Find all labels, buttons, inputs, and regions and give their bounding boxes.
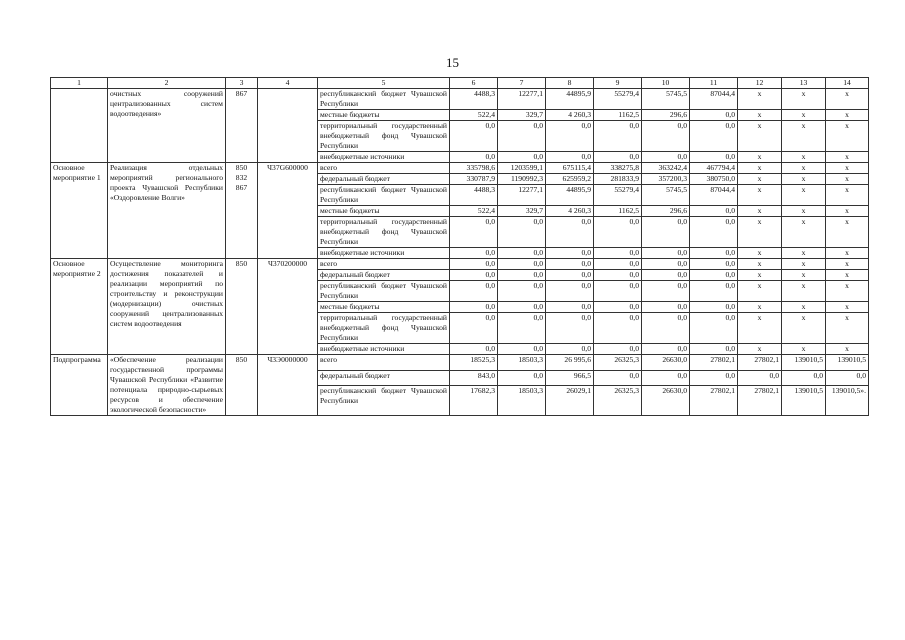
value-cell: 18503,3: [498, 355, 546, 371]
value-cell: 522,4: [450, 110, 498, 121]
funding-source-cell: республиканский бюджет Чувашской Республики: [318, 281, 450, 302]
value-cell: x: [782, 152, 826, 163]
value-cell: x: [826, 206, 869, 217]
value-cell: x: [826, 185, 869, 206]
header-cell: 10: [642, 78, 690, 89]
value-cell: 0,0: [546, 281, 594, 302]
value-cell: x: [826, 152, 869, 163]
status-cell: Подпрограмма: [51, 355, 108, 416]
value-cell: 0,0: [594, 217, 642, 248]
value-cell: x: [738, 110, 782, 121]
value-cell: 0,0: [782, 370, 826, 386]
value-cell: x: [826, 248, 869, 259]
value-cell: x: [738, 259, 782, 270]
funding-source-cell: федеральный бюджет: [318, 370, 450, 386]
value-cell: 0,0: [498, 344, 546, 355]
value-cell: 26630,0: [642, 386, 690, 416]
value-cell: x: [782, 270, 826, 281]
value-cell: x: [782, 281, 826, 302]
value-cell: 0,0: [690, 281, 738, 302]
value-cell: 0,0: [594, 248, 642, 259]
value-cell: 26325,3: [594, 386, 642, 416]
header-cell: 14: [826, 78, 869, 89]
value-cell: x: [826, 344, 869, 355]
funding-source-cell: местные бюджеты: [318, 206, 450, 217]
value-cell: 0,0: [690, 248, 738, 259]
value-cell: 0,0: [642, 302, 690, 313]
value-cell: 26630,0: [642, 355, 690, 371]
value-cell: 5745,5: [642, 89, 690, 110]
value-cell: 0,0: [594, 259, 642, 270]
header-cell: 13: [782, 78, 826, 89]
value-cell: 5745,5: [642, 185, 690, 206]
value-cell: 335798,6: [450, 163, 498, 174]
value-cell: 0,0: [642, 270, 690, 281]
value-cell: 0,0: [642, 370, 690, 386]
value-cell: 0,0: [498, 270, 546, 281]
measure-name-cell: очистных сооружений централизованных систем водоотведения»: [108, 89, 226, 163]
funding-source-cell: внебюджетные источники: [318, 152, 450, 163]
csr-code-cell: Ч370200000: [258, 259, 318, 355]
grbs-code: 867: [235, 89, 248, 98]
value-cell: x: [738, 185, 782, 206]
measure-name-cell: Реализация отдельных мероприятий регионального проекта Чувашской Республики «Оздоровление Волги»: [108, 163, 226, 259]
value-cell: 0,0: [450, 302, 498, 313]
value-cell: 0,0: [546, 302, 594, 313]
value-cell: 26029,1: [546, 386, 594, 416]
funding-source-cell: внебюджетные источники: [318, 344, 450, 355]
value-cell: 0,0: [450, 313, 498, 344]
value-cell: 26 995,6: [546, 355, 594, 371]
value-cell: 12277,1: [498, 185, 546, 206]
value-cell: 0,0: [690, 344, 738, 355]
value-cell: 0,0: [642, 152, 690, 163]
value-cell: x: [782, 163, 826, 174]
value-cell: 329,7: [498, 206, 546, 217]
value-cell: 0,0: [594, 370, 642, 386]
table-row: [51, 89, 869, 110]
value-cell: x: [826, 259, 869, 270]
value-cell: 0,0: [498, 248, 546, 259]
value-cell: 4 260,3: [546, 206, 594, 217]
value-cell: 380750,0: [690, 174, 738, 185]
value-cell: 27802,1: [738, 355, 782, 371]
value-cell: 0,0: [642, 248, 690, 259]
value-cell: 0,0: [594, 344, 642, 355]
value-cell: 0,0: [642, 281, 690, 302]
value-cell: x: [782, 110, 826, 121]
value-cell: 17682,3: [450, 386, 498, 416]
value-cell: x: [826, 174, 869, 185]
funding-source-cell: федеральный бюджет: [318, 270, 450, 281]
header-row: [51, 78, 869, 89]
value-cell: 139010,5: [782, 355, 826, 371]
value-cell: x: [782, 89, 826, 110]
value-cell: 0,0: [450, 259, 498, 270]
value-cell: 44895,9: [546, 185, 594, 206]
grbs-code-cell: [226, 163, 258, 259]
table-row: [51, 163, 869, 174]
value-cell: x: [782, 302, 826, 313]
header-cell: 11: [690, 78, 738, 89]
value-cell: 0,0: [546, 121, 594, 152]
value-cell: x: [738, 344, 782, 355]
header-cell: 6: [450, 78, 498, 89]
value-cell: 338275,8: [594, 163, 642, 174]
value-cell: 0,0: [642, 217, 690, 248]
grbs-code: 850: [235, 355, 248, 364]
measure-name-cell: «Обеспечение реализации государственной программы Чувашской Республики «Развитие потенциала природно-сырьевых ресурсов и обеспечение экологической безопасности»: [108, 355, 226, 416]
value-cell: 0,0: [546, 270, 594, 281]
value-cell: 0,0: [594, 152, 642, 163]
value-cell: x: [738, 313, 782, 344]
value-cell: 0,0: [450, 270, 498, 281]
value-cell: 0,0: [498, 281, 546, 302]
value-cell: 0,0: [498, 217, 546, 248]
value-cell: 87044,4: [690, 89, 738, 110]
value-cell: 0,0: [642, 259, 690, 270]
value-cell: 0,0: [450, 281, 498, 302]
value-cell: x: [782, 121, 826, 152]
grbs-code-cell: [226, 355, 258, 416]
value-cell: 1162,5: [594, 206, 642, 217]
value-cell: x: [738, 281, 782, 302]
value-cell: 0,0: [690, 270, 738, 281]
value-cell: x: [738, 248, 782, 259]
value-cell: 522,4: [450, 206, 498, 217]
value-cell: 27802,1: [690, 355, 738, 371]
value-cell: 0,0: [450, 152, 498, 163]
value-cell: 18525,3: [450, 355, 498, 371]
value-cell: x: [738, 206, 782, 217]
value-cell: 26325,3: [594, 355, 642, 371]
value-cell: x: [826, 121, 869, 152]
value-cell: x: [738, 217, 782, 248]
value-cell: x: [826, 313, 869, 344]
value-cell: 0,0: [498, 259, 546, 270]
value-cell: 0,0: [690, 121, 738, 152]
value-cell: 0,0: [690, 302, 738, 313]
value-cell: x: [826, 163, 869, 174]
value-cell: 87044,4: [690, 185, 738, 206]
grbs-code-cell: [226, 89, 258, 163]
value-cell: 4488,3: [450, 185, 498, 206]
value-cell: 0,0: [450, 248, 498, 259]
grbs-code: 850: [235, 259, 248, 268]
value-cell: 0,0: [594, 302, 642, 313]
value-cell: 0,0: [546, 217, 594, 248]
value-cell: 0,0: [546, 248, 594, 259]
value-cell: 44895,9: [546, 89, 594, 110]
value-cell: 357200,3: [642, 174, 690, 185]
table-row: [51, 259, 869, 270]
value-cell: 0,0: [594, 270, 642, 281]
value-cell: 843,0: [450, 370, 498, 386]
funding-source-cell: территориальный государственный внебюджетный фонд Чувашской Республики: [318, 217, 450, 248]
funding-source-cell: республиканский бюджет Чувашской Республики: [318, 89, 450, 110]
value-cell: 296,6: [642, 110, 690, 121]
value-cell: x: [738, 174, 782, 185]
value-cell: 0,0: [690, 370, 738, 386]
value-cell: x: [738, 302, 782, 313]
grbs-code: 867: [235, 183, 248, 192]
funding-source-cell: республиканский бюджет Чувашской Республики: [318, 386, 450, 416]
value-cell: 1190992,3: [498, 174, 546, 185]
value-cell: 329,7: [498, 110, 546, 121]
value-cell: x: [738, 163, 782, 174]
value-cell: 0,0: [450, 344, 498, 355]
header-cell: 7: [498, 78, 546, 89]
value-cell: 467794,4: [690, 163, 738, 174]
funding-source-cell: местные бюджеты: [318, 110, 450, 121]
csr-code-cell: Ч3Э0000000: [258, 355, 318, 416]
value-cell: x: [738, 152, 782, 163]
csr-code-cell: Ч37G600000: [258, 163, 318, 259]
value-cell: 0,0: [498, 152, 546, 163]
value-cell: x: [826, 281, 869, 302]
funding-source-cell: территориальный государственный внебюджетный фонд Чувашской Республики: [318, 121, 450, 152]
value-cell: 27802,1: [738, 386, 782, 416]
value-cell: x: [782, 217, 826, 248]
value-cell: 0,0: [546, 344, 594, 355]
value-cell: x: [782, 259, 826, 270]
funding-source-cell: местные бюджеты: [318, 302, 450, 313]
value-cell: 139010,5: [782, 386, 826, 416]
value-cell: 330787,9: [450, 174, 498, 185]
value-cell: x: [826, 302, 869, 313]
value-cell: 0,0: [690, 152, 738, 163]
value-cell: 0,0: [738, 370, 782, 386]
value-cell: 0,0: [690, 110, 738, 121]
value-cell: x: [782, 174, 826, 185]
value-cell: 0,0: [642, 344, 690, 355]
value-cell: 0,0: [690, 259, 738, 270]
value-cell: x: [738, 270, 782, 281]
header-cell: 3: [226, 78, 258, 89]
header-cell: 1: [51, 78, 108, 89]
value-cell: 55279,4: [594, 185, 642, 206]
value-cell: 0,0: [498, 302, 546, 313]
funding-source-cell: всего: [318, 259, 450, 270]
value-cell: 0,0: [642, 313, 690, 344]
value-cell: 0,0: [826, 370, 869, 386]
value-cell: 1162,5: [594, 110, 642, 121]
status-cell: [51, 89, 108, 163]
value-cell: 0,0: [546, 152, 594, 163]
value-cell: 281833,9: [594, 174, 642, 185]
value-cell: 0,0: [594, 313, 642, 344]
value-cell: 0,0: [546, 259, 594, 270]
value-cell: 139010,5».: [826, 386, 869, 416]
value-cell: 0,0: [450, 121, 498, 152]
funding-source-cell: всего: [318, 355, 450, 371]
value-cell: 0,0: [594, 121, 642, 152]
value-cell: 12277,1: [498, 89, 546, 110]
value-cell: x: [738, 89, 782, 110]
value-cell: 0,0: [690, 313, 738, 344]
value-cell: 0,0: [594, 281, 642, 302]
value-cell: 0,0: [690, 206, 738, 217]
funding-source-cell: территориальный государственный внебюджетный фонд Чувашской Республики: [318, 313, 450, 344]
value-cell: x: [826, 89, 869, 110]
value-cell: 675115,4: [546, 163, 594, 174]
value-cell: x: [826, 110, 869, 121]
value-cell: 55279,4: [594, 89, 642, 110]
value-cell: x: [782, 344, 826, 355]
header-cell: 9: [594, 78, 642, 89]
value-cell: 0,0: [450, 217, 498, 248]
value-cell: x: [782, 248, 826, 259]
value-cell: 4 260,3: [546, 110, 594, 121]
value-cell: 1203599,1: [498, 163, 546, 174]
value-cell: x: [738, 121, 782, 152]
header-cell: 2: [108, 78, 226, 89]
csr-code-cell: [258, 89, 318, 163]
grbs-code: 850: [235, 163, 248, 172]
value-cell: x: [826, 217, 869, 248]
budget-table: [50, 77, 869, 416]
header-cell: 5: [318, 78, 450, 89]
value-cell: x: [782, 185, 826, 206]
header-cell: 8: [546, 78, 594, 89]
value-cell: x: [782, 206, 826, 217]
value-cell: 0,0: [498, 370, 546, 386]
funding-source-cell: всего: [318, 163, 450, 174]
value-cell: 296,6: [642, 206, 690, 217]
value-cell: 27802,1: [690, 386, 738, 416]
header-cell: 12: [738, 78, 782, 89]
value-cell: x: [782, 313, 826, 344]
value-cell: 0,0: [690, 217, 738, 248]
value-cell: 966,5: [546, 370, 594, 386]
table-row: [51, 355, 869, 371]
funding-source-cell: республиканский бюджет Чувашской Республики: [318, 185, 450, 206]
value-cell: 0,0: [642, 121, 690, 152]
value-cell: 0,0: [498, 121, 546, 152]
value-cell: 18503,3: [498, 386, 546, 416]
measure-name-cell: Осуществление мониторинга достижения показателей и реализации мероприятий по строительству и реконструкции (модернизации) очистных сооружений централизованных систем водоотведения: [108, 259, 226, 355]
value-cell: x: [826, 270, 869, 281]
funding-source-cell: внебюджетные источники: [318, 248, 450, 259]
status-cell: Основное мероприятие 1: [51, 163, 108, 259]
value-cell: 363242,4: [642, 163, 690, 174]
status-cell: Основное мероприятие 2: [51, 259, 108, 355]
grbs-code: 832: [235, 173, 248, 182]
grbs-code-cell: [226, 259, 258, 355]
header-cell: 4: [258, 78, 318, 89]
funding-source-cell: федеральный бюджет: [318, 174, 450, 185]
value-cell: 0,0: [546, 313, 594, 344]
value-cell: 625959,2: [546, 174, 594, 185]
value-cell: 139010,5: [826, 355, 869, 371]
page-number: 15: [446, 55, 459, 70]
value-cell: 4488,3: [450, 89, 498, 110]
value-cell: 0,0: [498, 313, 546, 344]
